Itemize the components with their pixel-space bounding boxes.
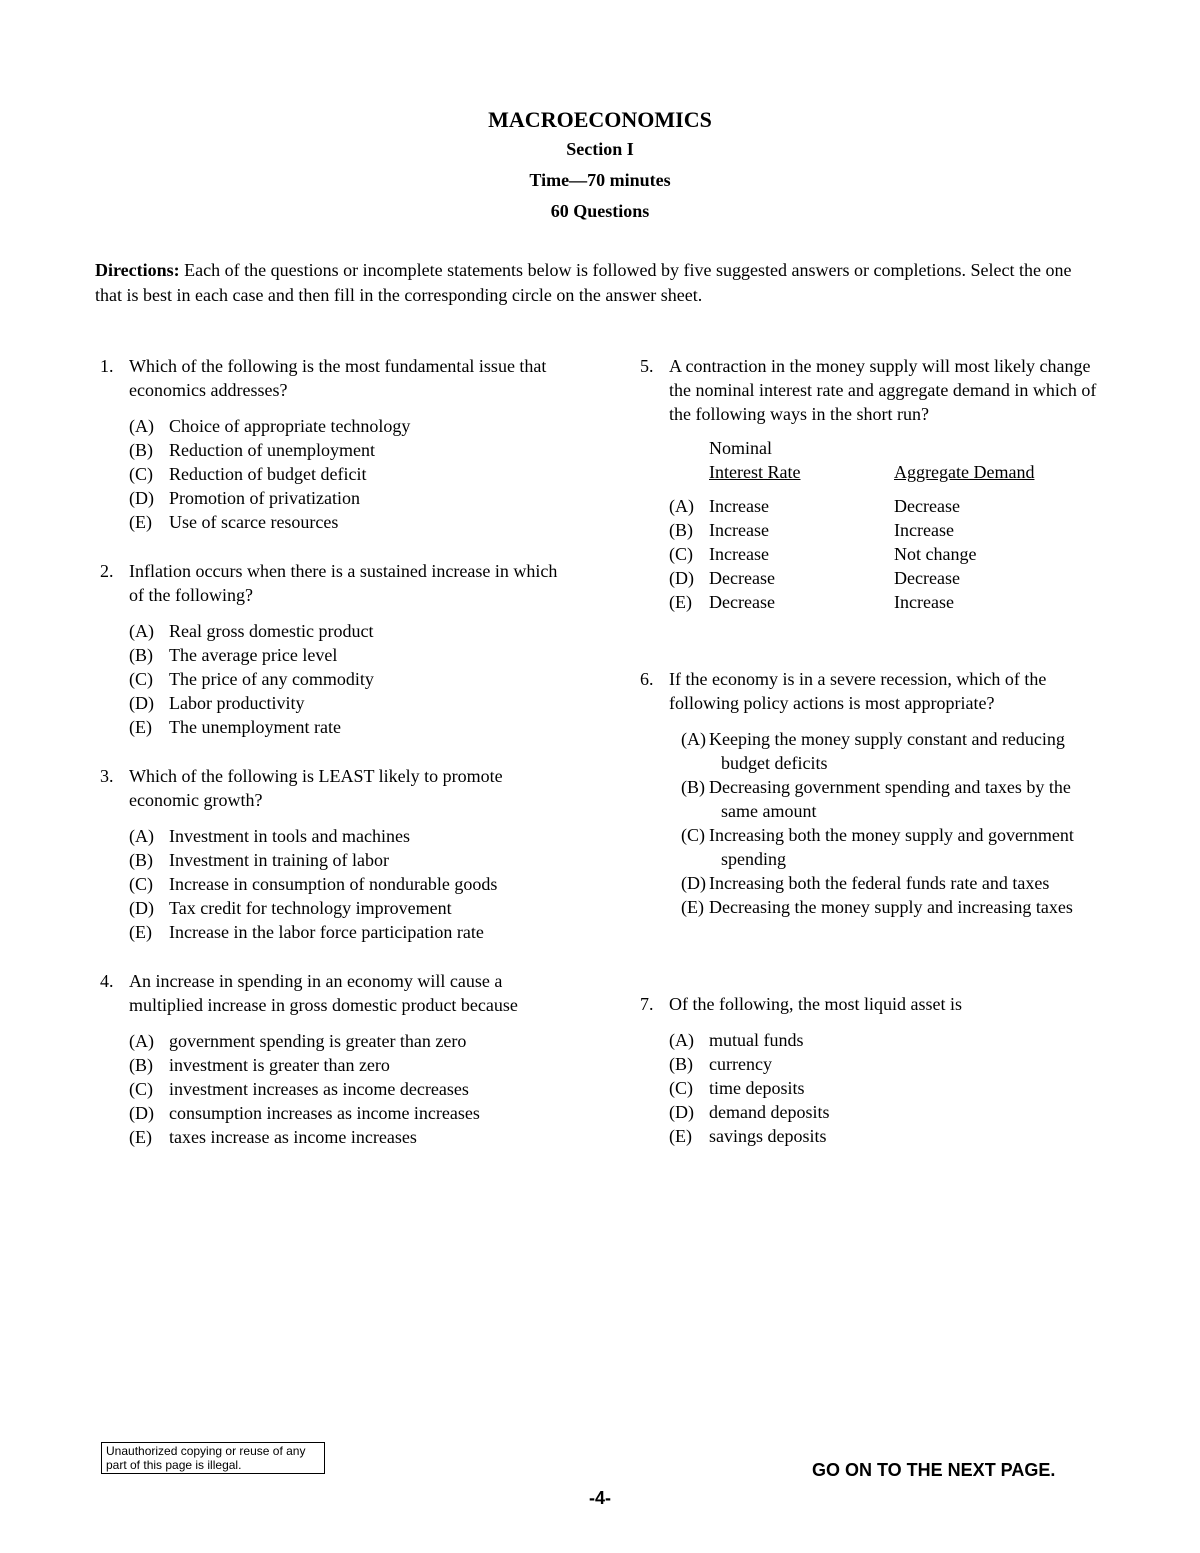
option-text: The unemployment rate [169,717,341,737]
option-letter: (C) [681,825,705,845]
aggregate-demand-value: Increase [894,592,954,612]
directions-text: Each of the questions or incomplete statements below is followed by five suggested answers or completions. Select the one that is best in each case and then fill in the corresponding circle on the answer sheet. [95,260,1072,305]
answer-options [640,727,1110,919]
option-letter: (A) [129,1031,154,1051]
option-text: Labor productivity [169,693,305,713]
option-letter: (B) [129,645,153,665]
question-stem [100,354,570,402]
option-letter: (C) [129,669,153,689]
question-3 [100,764,570,944]
option-letter: (E) [129,1127,152,1147]
option-text: consumption increases as income increases [169,1103,480,1123]
copyright-notice: Unauthorized copying or reuse of any part of this page is illegal. [101,1442,325,1474]
option-letter: (C) [669,544,693,564]
option-text: Increase in the labor force participation rate [169,922,484,942]
answer-option [129,1029,570,1053]
answer-option [669,871,1110,895]
option-text: Promotion of privatization [169,488,360,508]
option-text: Investment in training of labor [169,850,389,870]
section-label: Section I [566,139,634,159]
answer-table [640,436,1110,614]
answer-option [669,1076,1110,1100]
option-text: The price of any commodity [169,669,374,689]
option-letter: (A) [129,826,154,846]
option-text: Real gross domestic product [169,621,374,641]
answer-option [669,1124,1110,1148]
answer-option [669,727,1110,775]
answer-options [100,1029,570,1149]
option-letter: (D) [681,873,706,893]
option-text: mutual funds [709,1030,804,1050]
option-text: Increasing both the federal funds rate and taxes [709,873,1050,893]
option-text: Choice of appropriate technology [169,416,411,436]
column-header-nominal: Nominal [709,438,772,458]
table-row [669,494,1110,518]
aggregate-demand-value: Not change [894,544,977,564]
exam-header [0,106,1200,227]
answer-options [100,414,570,534]
option-text: Reduction of budget deficit [169,464,367,484]
option-letter: (E) [129,717,152,737]
question-stem [640,992,1110,1016]
answer-option [129,715,570,739]
directions [95,258,1095,308]
directions-label: Directions: [95,260,180,280]
answer-option [129,1077,570,1101]
answer-option [129,872,570,896]
option-letter: (B) [129,1055,153,1075]
question-4 [100,969,570,1149]
option-letter: (A) [129,416,154,436]
option-letter: (A) [669,496,694,516]
option-letter: (C) [669,1078,693,1098]
option-letter: (D) [129,488,154,508]
answer-option [669,1028,1110,1052]
option-letter: (D) [129,898,154,918]
question-text: An increase in spending in an economy will cause a multiplied increase in gross domestic product because [129,971,518,1015]
option-letter: (D) [129,1103,154,1123]
table-row [669,590,1110,614]
question-number: 4. [100,971,114,991]
aggregate-demand-value: Decrease [894,568,960,588]
interest-rate-value: Decrease [709,592,775,612]
answer-option [129,848,570,872]
question-text: A contraction in the money supply will most likely change the nominal interest rate and aggregate demand in which of the following ways in the short run? [669,356,1097,424]
question-number: 6. [640,669,654,689]
answer-option [669,1100,1110,1124]
column-header-interest-rate: Interest Rate [709,462,801,482]
answer-option [129,486,570,510]
question-stem [100,764,570,812]
question-text: Inflation occurs when there is a sustained increase in which of the following? [129,561,558,605]
option-text: Use of scarce resources [169,512,339,532]
option-letter: (B) [669,520,693,540]
interest-rate-value: Increase [709,520,769,540]
option-text: currency [709,1054,772,1074]
answer-option [669,1052,1110,1076]
question-1 [100,354,570,534]
option-text: The average price level [169,645,338,665]
answer-option [669,823,1110,871]
answer-option [129,691,570,715]
option-letter: (D) [669,568,694,588]
option-letter: (E) [129,512,152,532]
option-letter: (D) [129,693,154,713]
question-stem [640,354,1110,426]
question-2 [100,559,570,739]
option-letter: (C) [129,874,153,894]
question-text: Which of the following is LEAST likely to promote economic growth? [129,766,503,810]
table-row [669,566,1110,590]
option-text: Increasing both the money supply and government spending [709,825,1074,869]
answer-option [129,920,570,944]
option-text: Reduction of unemployment [169,440,375,460]
option-text: taxes increase as income increases [169,1127,417,1147]
option-text: Keeping the money supply constant and reducing budget deficits [709,729,1065,773]
answer-option [129,1125,570,1149]
option-letter: (E) [669,1126,692,1146]
option-letter: (B) [681,777,705,797]
exam-title: MACROECONOMICS [488,107,712,132]
table-row [669,542,1110,566]
question-text: Which of the following is the most fundamental issue that economics addresses? [129,356,547,400]
option-letter: (B) [669,1054,693,1074]
table-rows [669,494,1110,614]
option-letter: (D) [669,1102,694,1122]
question-stem [640,667,1110,715]
aggregate-demand-value: Increase [894,520,954,540]
option-text: investment increases as income decreases [169,1079,469,1099]
option-letter: (B) [129,440,153,460]
answer-option [129,824,570,848]
answer-option [129,510,570,534]
option-text: time deposits [709,1078,805,1098]
answer-options [100,619,570,739]
option-text: Tax credit for technology improvement [169,898,452,918]
option-letter: (C) [129,464,153,484]
question-text: If the economy is in a severe recession, which of the following policy actions is most appropriate? [669,669,1047,713]
question-number: 2. [100,561,114,581]
question-number: 5. [640,356,654,376]
option-text: savings deposits [709,1126,827,1146]
page-number: -4- [589,1488,611,1508]
answer-option [129,438,570,462]
answer-option [669,895,1110,919]
table-header [669,436,1110,484]
option-text: Decreasing government spending and taxes by the same amount [709,777,1071,821]
option-letter: (A) [669,1030,694,1050]
option-letter: (E) [681,897,704,917]
option-letter: (A) [129,621,154,641]
answer-option [129,462,570,486]
answer-options [100,824,570,944]
answer-option [129,1053,570,1077]
answer-option [129,667,570,691]
option-letter: (B) [129,850,153,870]
option-letter: (C) [129,1079,153,1099]
answer-option [129,643,570,667]
question-text: Of the following, the most liquid asset is [669,994,962,1014]
interest-rate-value: Increase [709,544,769,564]
option-text: government spending is greater than zero [169,1031,467,1051]
option-text: Investment in tools and machines [169,826,410,846]
answer-option [129,619,570,643]
answer-option [129,896,570,920]
answer-option [669,775,1110,823]
option-text: Increase in consumption of nondurable goods [169,874,498,894]
question-stem [100,969,570,1017]
option-text: demand deposits [709,1102,830,1122]
question-stem [100,559,570,607]
answer-option [129,1101,570,1125]
aggregate-demand-value: Decrease [894,496,960,516]
question-6 [640,667,1110,919]
option-text: Decreasing the money supply and increasing taxes [709,897,1073,917]
interest-rate-value: Increase [709,496,769,516]
answer-option [129,414,570,438]
option-letter: (E) [669,592,692,612]
answer-options [640,1028,1110,1148]
question-7 [640,992,1110,1148]
interest-rate-value: Decrease [709,568,775,588]
go-on-notice: GO ON TO THE NEXT PAGE. [812,1460,1056,1480]
option-text: investment is greater than zero [169,1055,390,1075]
question-count: 60 Questions [550,201,650,221]
question-number: 3. [100,766,114,786]
column-header-aggregate-demand: Aggregate Demand [894,462,1035,482]
table-row [669,518,1110,542]
time-label: Time—70 minutes [529,170,671,190]
question-5 [640,354,1110,614]
question-number: 1. [100,356,114,376]
option-letter: (A) [681,729,706,749]
question-number: 7. [640,994,654,1014]
option-letter: (E) [129,922,152,942]
